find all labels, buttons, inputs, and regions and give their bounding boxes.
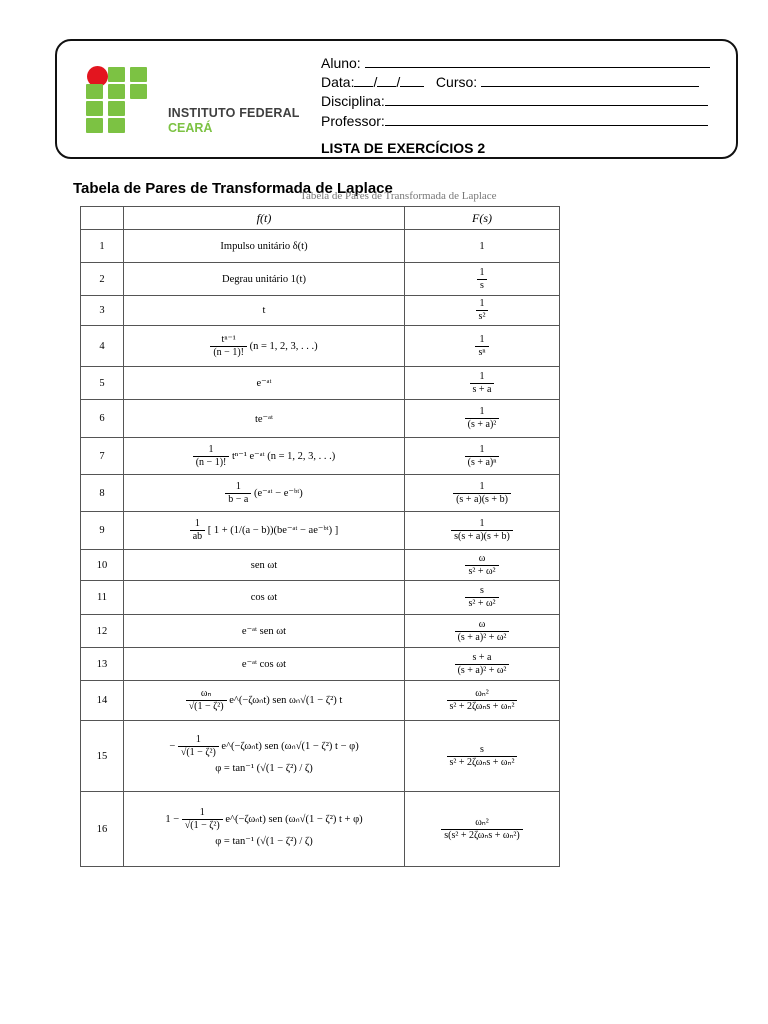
curso-blank[interactable]: [481, 74, 699, 87]
fs-fraction: [465, 406, 500, 431]
laplace-transform-cell: [405, 550, 560, 581]
ft-expression: [ 1 + (1/(a − b))(be⁻ᵃᵗ − ae⁻ᵇᵗ) ]: [207, 524, 339, 536]
time-function-cell: [124, 263, 405, 296]
disciplina-blank[interactable]: [385, 93, 708, 106]
time-function-cell: [124, 792, 405, 867]
time-function-cell: [124, 512, 405, 550]
ft-denominator: (n − 1)!: [210, 346, 247, 359]
time-function-cell: [124, 581, 405, 615]
fs-fraction: [451, 518, 513, 543]
disciplina-field[interactable]: [321, 93, 708, 109]
fs-numerator: 1: [479, 333, 485, 345]
ft-denominator: (n − 1)!: [193, 456, 230, 469]
fs-numerator: s: [480, 585, 484, 596]
fs-numerator: 1: [479, 370, 485, 382]
exercise-list-title: LISTA DE EXERCÍCIOS 2: [321, 140, 486, 156]
time-function-cell: [124, 475, 405, 512]
ft-denominator: ab: [190, 530, 205, 543]
ft-numerator: 1: [194, 518, 200, 529]
time-function-cell: [124, 230, 405, 263]
fs-numerator: s + a: [472, 651, 492, 663]
ft-expression: tⁿ⁻¹ e⁻ᵃᵗ (n = 1, 2, 3, . . .): [231, 450, 336, 462]
laplace-transform-cell: [405, 400, 560, 438]
aluno-blank[interactable]: [365, 55, 710, 68]
laplace-transform-cell: [405, 512, 560, 550]
header-ft: f(t): [124, 207, 405, 230]
ft-fraction: [225, 481, 251, 506]
fs-denominator: (s + a)² + ω²: [455, 664, 510, 677]
table-row: [81, 296, 560, 326]
ft-numerator: ωₙ: [200, 688, 212, 699]
fs-numerator: ω: [478, 618, 486, 630]
fs-denominator: s: [477, 279, 487, 292]
table-row: [81, 326, 560, 367]
table-row: [81, 475, 560, 512]
fs-denominator: s(s + a)(s + b): [451, 530, 513, 543]
ft-fraction: [186, 688, 227, 713]
logo-text-ceara: CEARÁ: [168, 121, 213, 135]
table-row: [81, 721, 560, 792]
fs-denominator: sⁿ: [475, 346, 488, 359]
ft-expression: (n = 1, 2, 3, . . .): [249, 340, 318, 352]
fs-fraction: [447, 688, 518, 713]
row-number: 1: [81, 230, 124, 263]
ft-numerator: 1: [199, 807, 205, 818]
fs-numerator: s: [480, 743, 484, 755]
time-function-cell: [124, 721, 405, 792]
curso-label: Curso:: [435, 74, 478, 90]
ft-prefix: 1 −: [165, 813, 180, 825]
row-number: 7: [81, 438, 124, 475]
table-title: Tabela de Pares de Transformada de Laplace: [73, 180, 393, 197]
aluno-label: Aluno:: [321, 55, 361, 71]
laplace-transform-cell: [405, 230, 560, 263]
fs-numerator: ωₙ²: [475, 816, 489, 828]
professor-blank[interactable]: [385, 113, 708, 126]
time-function-cell: [124, 400, 405, 438]
ft-phase-formula: φ = tan⁻¹ (√(1 − ζ²) / ζ): [215, 836, 313, 847]
fs-numerator: ωₙ²: [475, 688, 489, 699]
ft-fraction: [193, 444, 230, 469]
laplace-transform-cell: [405, 263, 560, 296]
fs-denominator: s(s² + 2ζωₙs + ωₙ²): [441, 829, 523, 842]
fs-denominator: s² + 2ζωₙs + ωₙ²: [447, 700, 518, 713]
fs-fraction: [477, 267, 487, 292]
time-function-cell: [124, 367, 405, 400]
table-row: [81, 438, 560, 475]
data-curso-field[interactable]: [321, 74, 699, 90]
laplace-transform-cell: [405, 296, 560, 326]
fs-denominator: s² + 2ζωₙs + ωₙ²: [447, 756, 518, 769]
fs-denominator: s + a: [470, 383, 495, 396]
fs-denominator: s²: [476, 310, 489, 323]
laplace-transform-cell: [405, 326, 560, 367]
ft-fraction: [182, 807, 223, 832]
data-year-blank[interactable]: [400, 74, 424, 87]
ft-fraction: [178, 734, 219, 759]
row-number: 5: [81, 367, 124, 400]
row-number: 14: [81, 681, 124, 721]
ft-expression: e^(−ζωₙt) sen ωₙ√(1 − ζ²) t: [229, 694, 343, 706]
table-row: [81, 550, 560, 581]
ft-text: e⁻ᵃᵗ: [256, 378, 272, 389]
ft-numerator: 1: [235, 480, 241, 492]
ft-text: Impulso unitário δ(t): [220, 240, 308, 252]
fs-denominator: s² + ω²: [465, 565, 498, 578]
header-fs: F(s): [405, 207, 560, 230]
fs-fraction: [476, 298, 489, 323]
ft-numerator: 1: [208, 443, 214, 455]
fs-denominator: (s + a)²: [465, 418, 500, 431]
fs-fraction: [455, 652, 510, 677]
institute-logo-icon: [86, 66, 148, 134]
fs-fraction: [441, 817, 523, 842]
row-number: 9: [81, 512, 124, 550]
fs-numerator: 1: [479, 518, 485, 529]
table-row: [81, 681, 560, 721]
row-number: 3: [81, 296, 124, 326]
table-row: [81, 581, 560, 615]
table-row: [81, 648, 560, 681]
laplace-transform-cell: [405, 367, 560, 400]
ft-expression: (e⁻ᵃᵗ − e⁻ᵇᵗ): [253, 487, 303, 499]
fs-numerator: 1: [479, 443, 485, 455]
row-number: 2: [81, 263, 124, 296]
ft-expression: e^(−ζωₙt) sen (ωₙ√(1 − ζ²) t − φ): [221, 740, 359, 752]
time-function-cell: [124, 681, 405, 721]
fs-fraction: [455, 619, 510, 644]
laplace-transform-cell: [405, 681, 560, 721]
table-row: [81, 792, 560, 867]
time-function-cell: [124, 615, 405, 648]
table-header-row: [81, 207, 560, 230]
ft-denominator: √(1 − ζ²): [178, 746, 219, 759]
time-function-cell: [124, 648, 405, 681]
row-number: 15: [81, 721, 124, 792]
ft-text: e⁻ᵃᵗ sen ωt: [241, 626, 287, 637]
table-row: [81, 367, 560, 400]
laplace-transform-cell: [405, 475, 560, 512]
ft-numerator: tⁿ⁻¹: [221, 333, 236, 345]
time-function-cell: [124, 550, 405, 581]
table-row: [81, 615, 560, 648]
fs-fraction: [447, 744, 518, 769]
fs-fraction: [453, 481, 511, 506]
laplace-transform-cell: [405, 721, 560, 792]
ft-text: Degrau unitário 1(t): [222, 273, 306, 285]
time-function-cell: [124, 326, 405, 367]
fs-fraction: [465, 553, 498, 578]
fs-denominator: (s + a)² + ω²: [455, 631, 510, 644]
row-number: 16: [81, 792, 124, 867]
data-sep-1: /: [373, 74, 378, 90]
fs-fraction: [475, 334, 488, 359]
ft-denominator: b − a: [225, 493, 251, 506]
data-label: Data:: [321, 74, 355, 90]
laplace-transform-cell: [405, 581, 560, 615]
ft-prefix: −: [169, 740, 176, 752]
fs-numerator: 1: [479, 480, 485, 492]
ft-fraction: [210, 334, 247, 359]
ft-text: sen ωt: [250, 559, 278, 571]
laplace-transform-cell: [405, 792, 560, 867]
laplace-table: [80, 206, 560, 867]
table-row: [81, 263, 560, 296]
fs-numerator: 1: [479, 406, 485, 417]
fs-denominator: s² + ω²: [465, 597, 498, 610]
laplace-transform-cell: [405, 615, 560, 648]
time-function-cell: [124, 296, 405, 326]
data-month-blank[interactable]: [377, 74, 396, 87]
fs-denominator: (s + a)ⁿ: [465, 456, 500, 469]
ghost-title-fragment: Tabela de Pares de Transformada de Laplace: [300, 190, 497, 202]
fs-fraction: [470, 371, 495, 396]
data-day-blank[interactable]: [354, 74, 373, 87]
row-number: 13: [81, 648, 124, 681]
fs-text: 1: [479, 240, 485, 252]
laplace-transform-cell: [405, 648, 560, 681]
fs-fraction: [465, 444, 500, 469]
ft-text: te⁻ᵃᵗ: [254, 413, 273, 425]
laplace-transform-cell: [405, 438, 560, 475]
disciplina-label: Disciplina:: [321, 93, 385, 109]
header-num-cell: [81, 207, 124, 230]
ft-denominator: √(1 − ζ²): [182, 819, 223, 832]
ft-fraction: [190, 518, 205, 543]
fs-numerator: 1: [479, 266, 485, 278]
ft-text: cos ωt: [250, 592, 278, 603]
row-number: 11: [81, 581, 124, 615]
table-row: [81, 400, 560, 438]
ft-text: t: [262, 305, 266, 316]
data-sep-2: /: [396, 74, 401, 90]
fs-fraction: [465, 585, 498, 610]
table-row: [81, 230, 560, 263]
row-number: 12: [81, 615, 124, 648]
fs-numerator: ω: [478, 552, 486, 564]
professor-label: Professor:: [321, 113, 385, 129]
ft-expression: e^(−ζωₙt) sen (ωₙ√(1 − ζ²) t + φ): [225, 813, 363, 825]
ft-phase-formula: φ = tan⁻¹ (√(1 − ζ²) / ζ): [215, 763, 313, 774]
row-number: 4: [81, 326, 124, 367]
ft-numerator: 1: [195, 734, 201, 745]
row-number: 10: [81, 550, 124, 581]
table-row: [81, 512, 560, 550]
fs-denominator: (s + a)(s + b): [453, 493, 511, 506]
ft-text: e⁻ᵃᵗ cos ωt: [241, 659, 287, 670]
logo-text-instituto: INSTITUTO FEDERAL: [168, 106, 300, 120]
fs-numerator: 1: [479, 298, 485, 309]
row-number: 8: [81, 475, 124, 512]
time-function-cell: [124, 438, 405, 475]
row-number: 6: [81, 400, 124, 438]
aluno-field[interactable]: [321, 55, 710, 71]
ft-denominator: √(1 − ζ²): [186, 700, 227, 713]
professor-field[interactable]: [321, 113, 708, 129]
